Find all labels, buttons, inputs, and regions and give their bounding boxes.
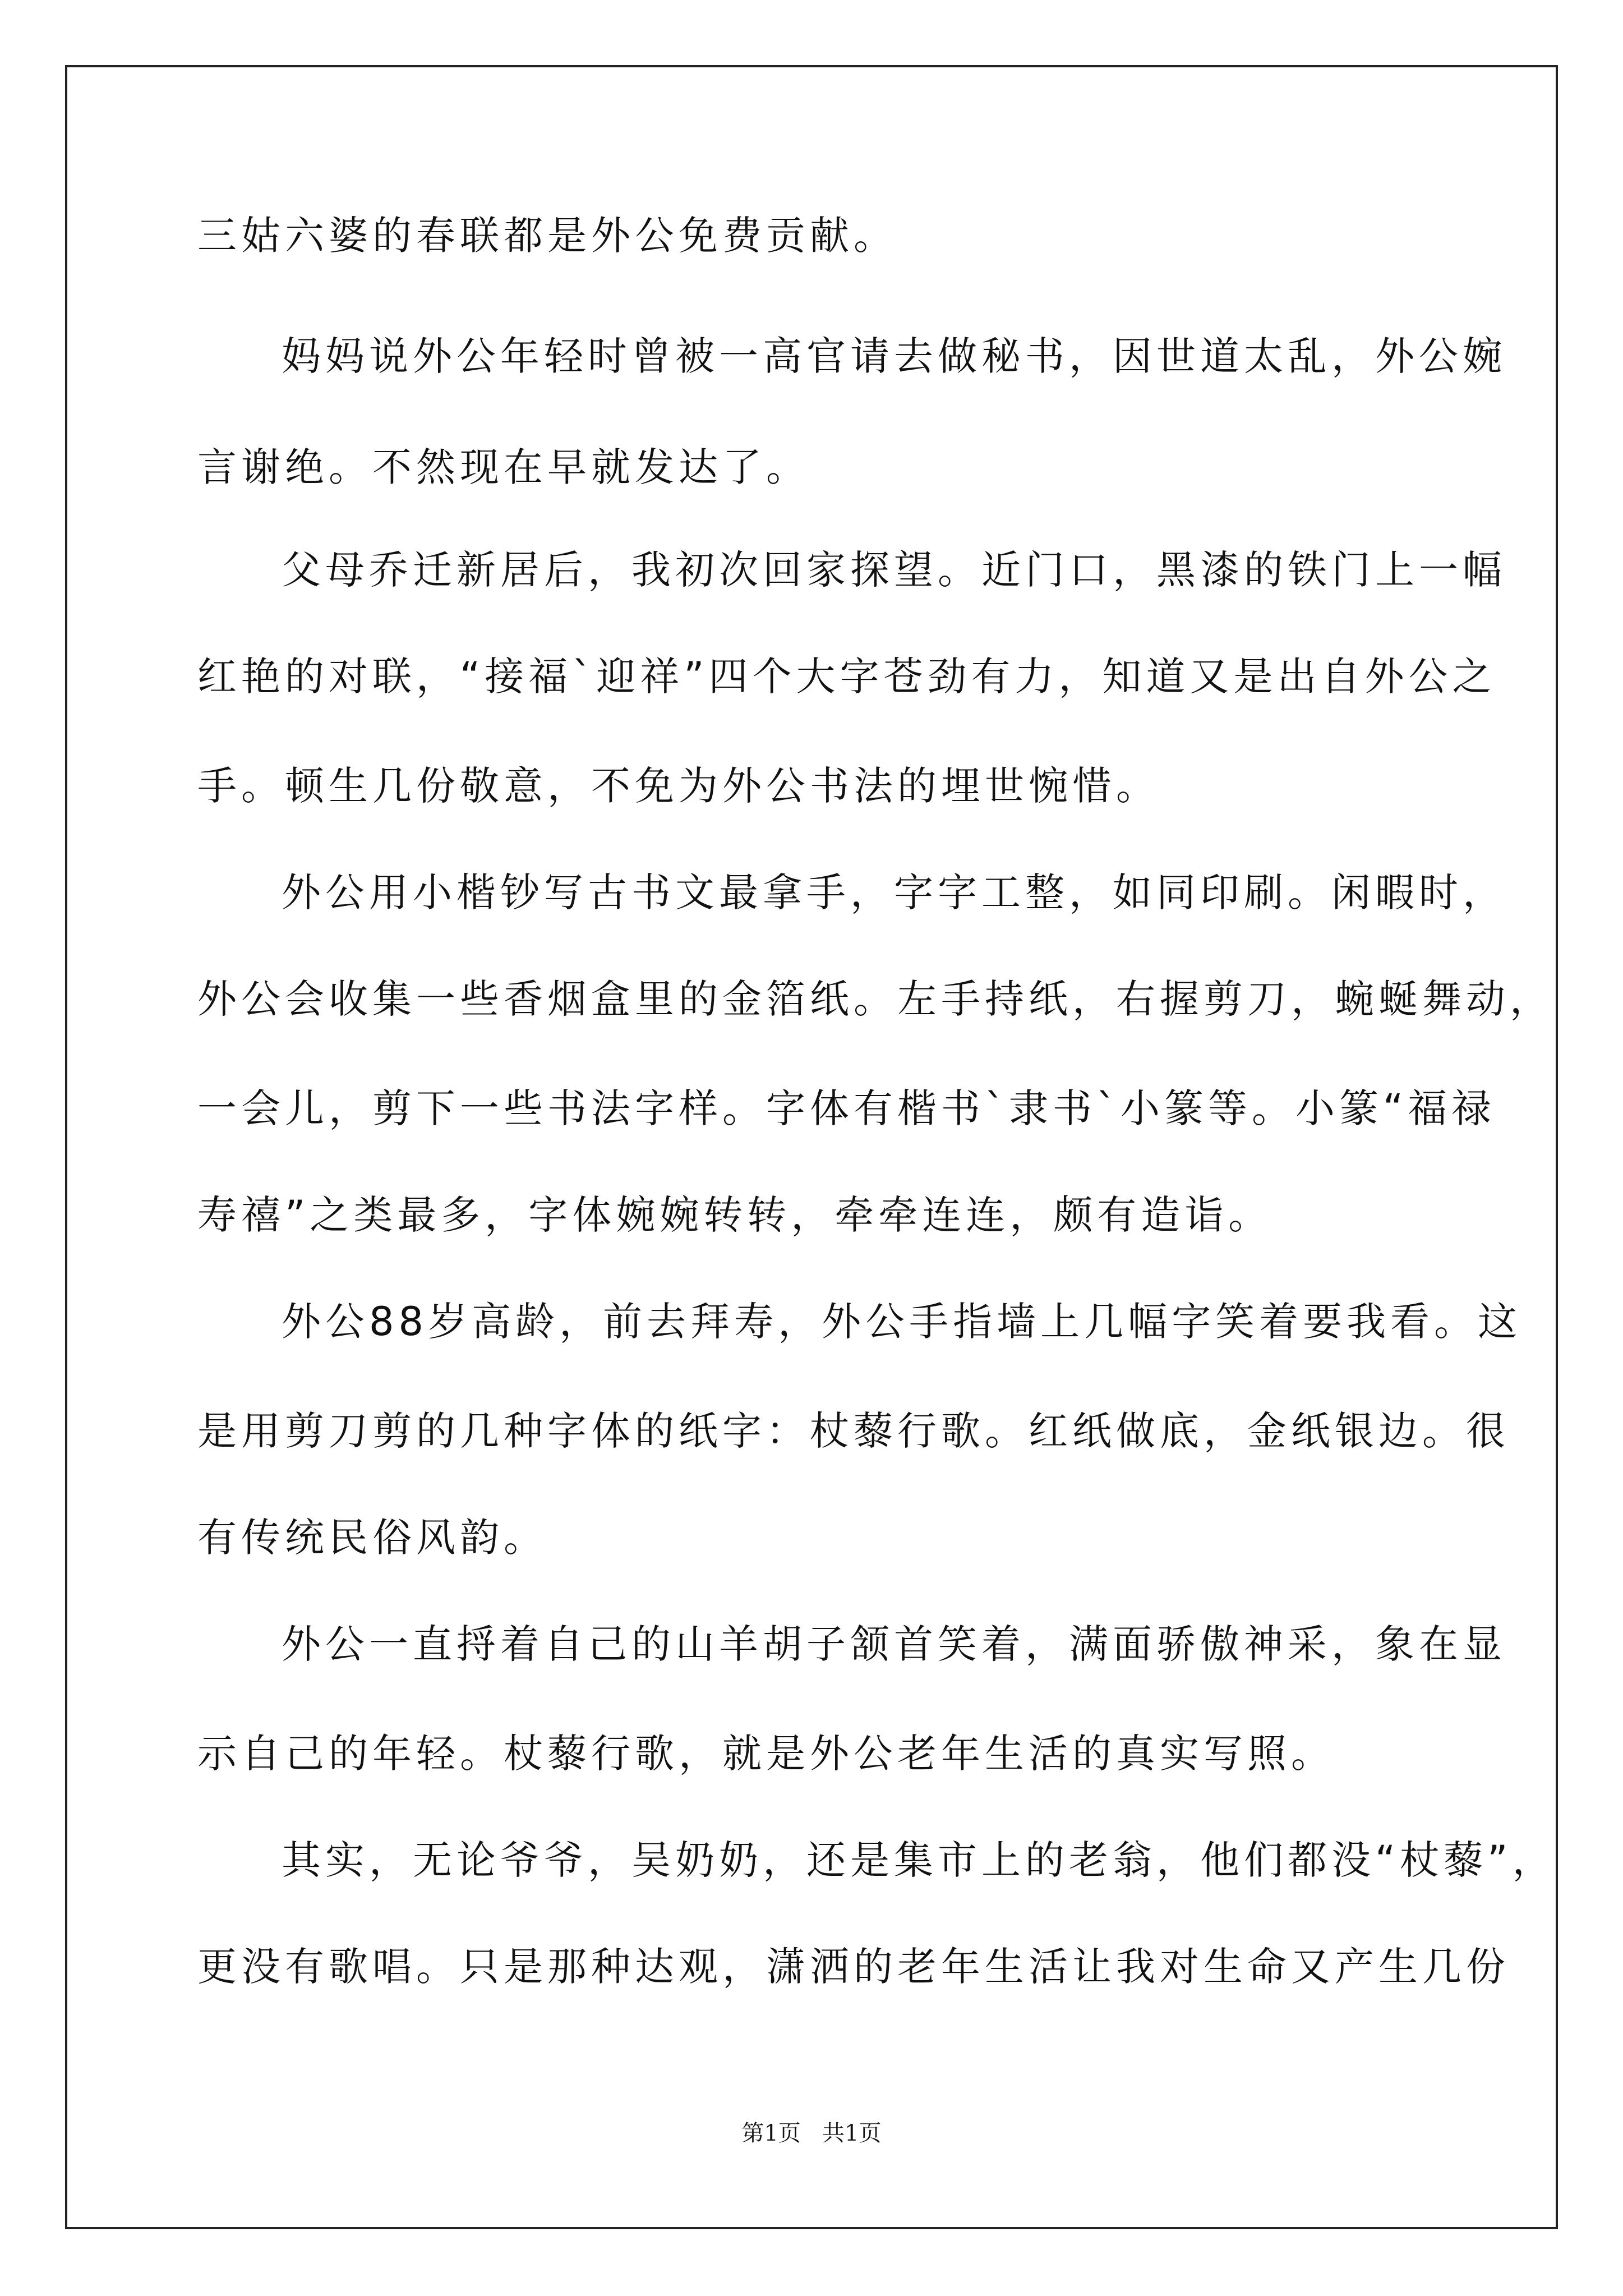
paragraph-first-line: 外公用小楷钞写古书文最拿手，字字工整，如同印刷。闲暇时， — [282, 869, 1506, 915]
text-line: 示自己的年轻。杖藜行歌，就是外公老年生活的真实写照。 — [197, 1731, 1335, 1777]
paragraph-first-line: 外公一直捋着自己的山羊胡子颔首笑着，满面骄傲神采，象在显 — [282, 1621, 1506, 1667]
text-line: 寿禧”之类最多，字体婉婉转转，牵牵连连，颇有造诣。 — [197, 1192, 1272, 1238]
paragraph-first-line: 妈妈说外公年轻时曾被一高官请去做秘书，因世道太乱，外公婉 — [282, 333, 1506, 379]
paragraph-first-line: 其实，无论爷爷，吴奶奶，还是集市上的老翁，他们都没“杖藜”， — [282, 1837, 1556, 1883]
text-line: 红艳的对联，“接福`迎祥”四个大字苍劲有力，知道又是出自外公之 — [197, 654, 1496, 700]
text-line: 外公会收集一些香烟盒里的金箔纸。左手持纸，右握剪刀，蜿蜒舞动， — [197, 976, 1553, 1022]
text-line: 手。顿生几份敬意，不免为外公书法的埋世惋惜。 — [197, 763, 1160, 809]
text-line: 言谢绝。不然现在早就发达了。 — [197, 444, 810, 490]
text-line: 三姑六婆的春联都是外公免费贡献。 — [197, 213, 897, 259]
paragraph-first-line: 父母乔迁新居后，我初次回家探望。近门口，黑漆的铁门上一幅 — [282, 547, 1506, 593]
page-number-footer: 第1页 共1页 — [741, 2120, 882, 2146]
text-line: 一会儿，剪下一些书法字样。字体有楷书`隶书`小篆等。小篆“福禄 — [197, 1085, 1496, 1131]
text-line: 是用剪刀剪的几种字体的纸字：杖藜行歌。红纸做底，金纸银边。很 — [197, 1408, 1510, 1454]
text-line: 更没有歌唱。只是那种达观，潇洒的老年生活让我对生命又产生几份 — [197, 1944, 1510, 1990]
paragraph-first-line: 外公88岁高龄，前去拜寿，外公手指墙上几幅字笑着要我看。这 — [282, 1299, 1522, 1345]
page-border — [65, 65, 1558, 2229]
text-line: 有传统民俗风韵。 — [197, 1515, 547, 1561]
